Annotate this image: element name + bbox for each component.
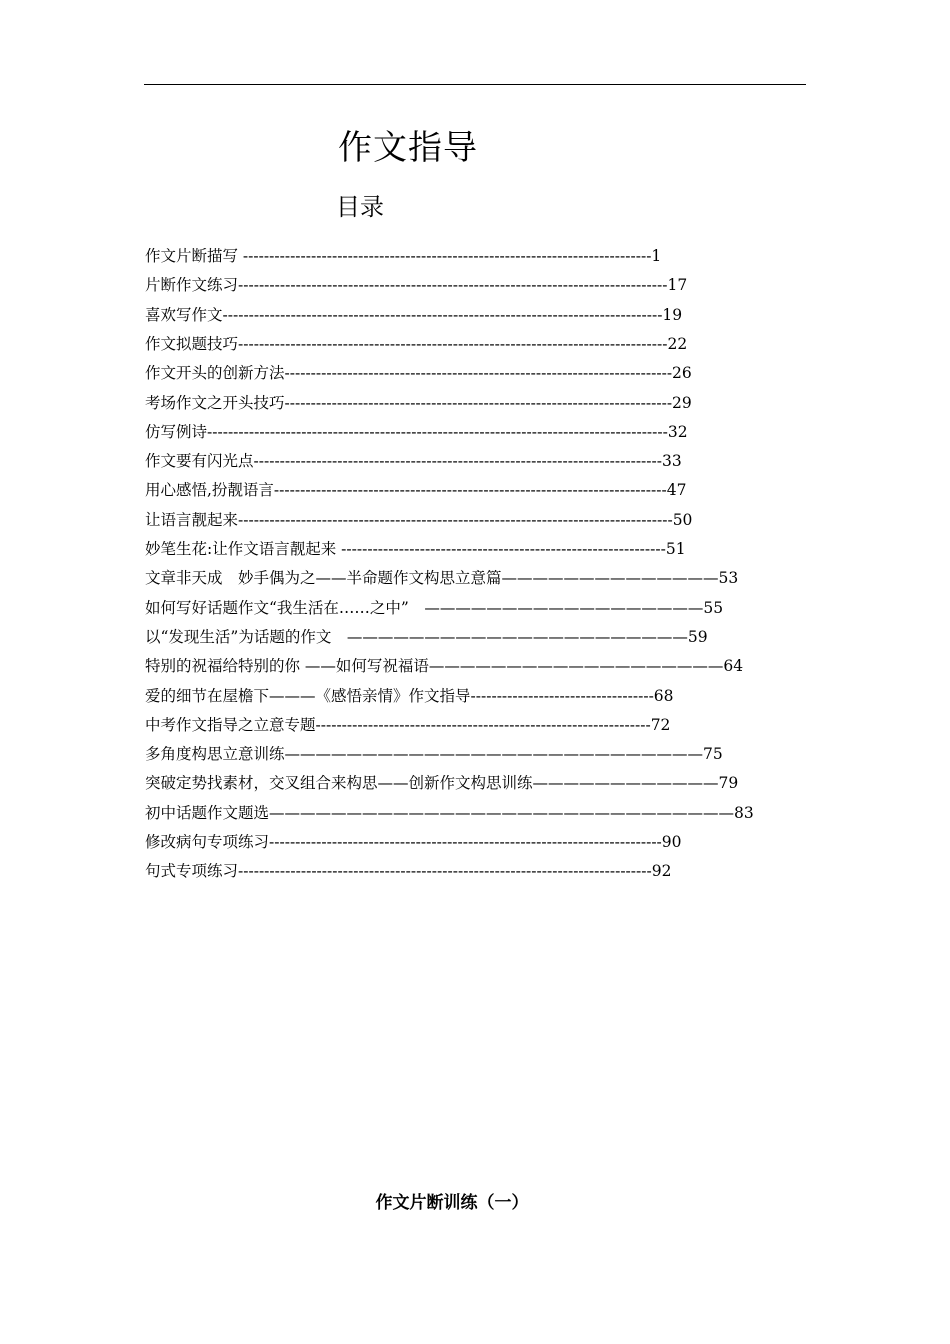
toc-entry[interactable]: 片断作文练习----------------------------------------------------------------------------------17 xyxy=(145,276,688,295)
toc-entry[interactable]: 初中话题作文题选——————————————————————————————83 xyxy=(145,803,754,822)
toc-entry[interactable]: 中考作文指导之立意专题----------------------------------------------------------------72 xyxy=(145,715,671,734)
toc-entry[interactable]: 喜欢写作文------------------------------------------------------------------------------------19 xyxy=(145,305,683,324)
toc-entry[interactable]: 作文片断描写 ------------------------------------------------------------------------------1 xyxy=(145,247,662,265)
toc-entry[interactable]: 修改病句专项练习---------------------------------------------------------------------------90 xyxy=(145,833,682,851)
section-heading: 作文片断训练（一） xyxy=(375,1193,529,1213)
header-rule xyxy=(144,84,806,85)
toc-entry[interactable]: 文章非天成 妙手偶为之——半命题作文构思立意篇——————————————53 xyxy=(145,569,739,588)
toc-entry[interactable]: 突破定势找素材，交叉组合来构思——创新作文构思训练————————————79 xyxy=(145,774,739,793)
toc-entry[interactable]: 以“发现生活”为话题的作文 ——————————————————————59 xyxy=(145,627,708,646)
toc-entry[interactable]: 特别的祝福给特别的你 ——如何写祝福语———————————————————64 xyxy=(145,657,744,676)
toc-entry[interactable]: 用心感悟,扮靓语言---------------------------------------------------------------------------47 xyxy=(145,481,687,500)
toc-entry[interactable]: 作文开头的创新方法--------------------------------------------------------------------------26 xyxy=(145,364,692,383)
toc-entry[interactable]: 考场作文之开头技巧--------------------------------------------------------------------------29 xyxy=(145,393,692,412)
toc-entry[interactable]: 如何写好话题作文“我生活在……之中” ——————————————————55 xyxy=(145,598,724,617)
toc-entry[interactable]: 作文要有闪光点------------------------------------------------------------------------------33 xyxy=(145,452,682,471)
document-title: 作文指导 xyxy=(338,128,478,168)
toc-heading: 目录 xyxy=(336,193,384,221)
toc-entry[interactable]: 多角度构思立意训练———————————————————————————75 xyxy=(145,745,723,764)
toc-entry[interactable]: 作文拟题技巧----------------------------------------------------------------------------------22 xyxy=(145,334,688,353)
toc-entry[interactable]: 仿写例诗----------------------------------------------------------------------------------------32 xyxy=(145,422,688,441)
toc-entry[interactable]: 让语言靓起来-----------------------------------------------------------------------------------50 xyxy=(145,510,693,529)
toc-entry[interactable]: 句式专项练习-------------------------------------------------------------------------------92 xyxy=(145,862,672,881)
toc-entry[interactable]: 爱的细节在屋檐下———《感悟亲情》作文指导-----------------------------------68 xyxy=(145,686,674,705)
toc-entry[interactable]: 妙笔生花:让作文语言靓起来 --------------------------------------------------------------51 xyxy=(145,540,686,558)
